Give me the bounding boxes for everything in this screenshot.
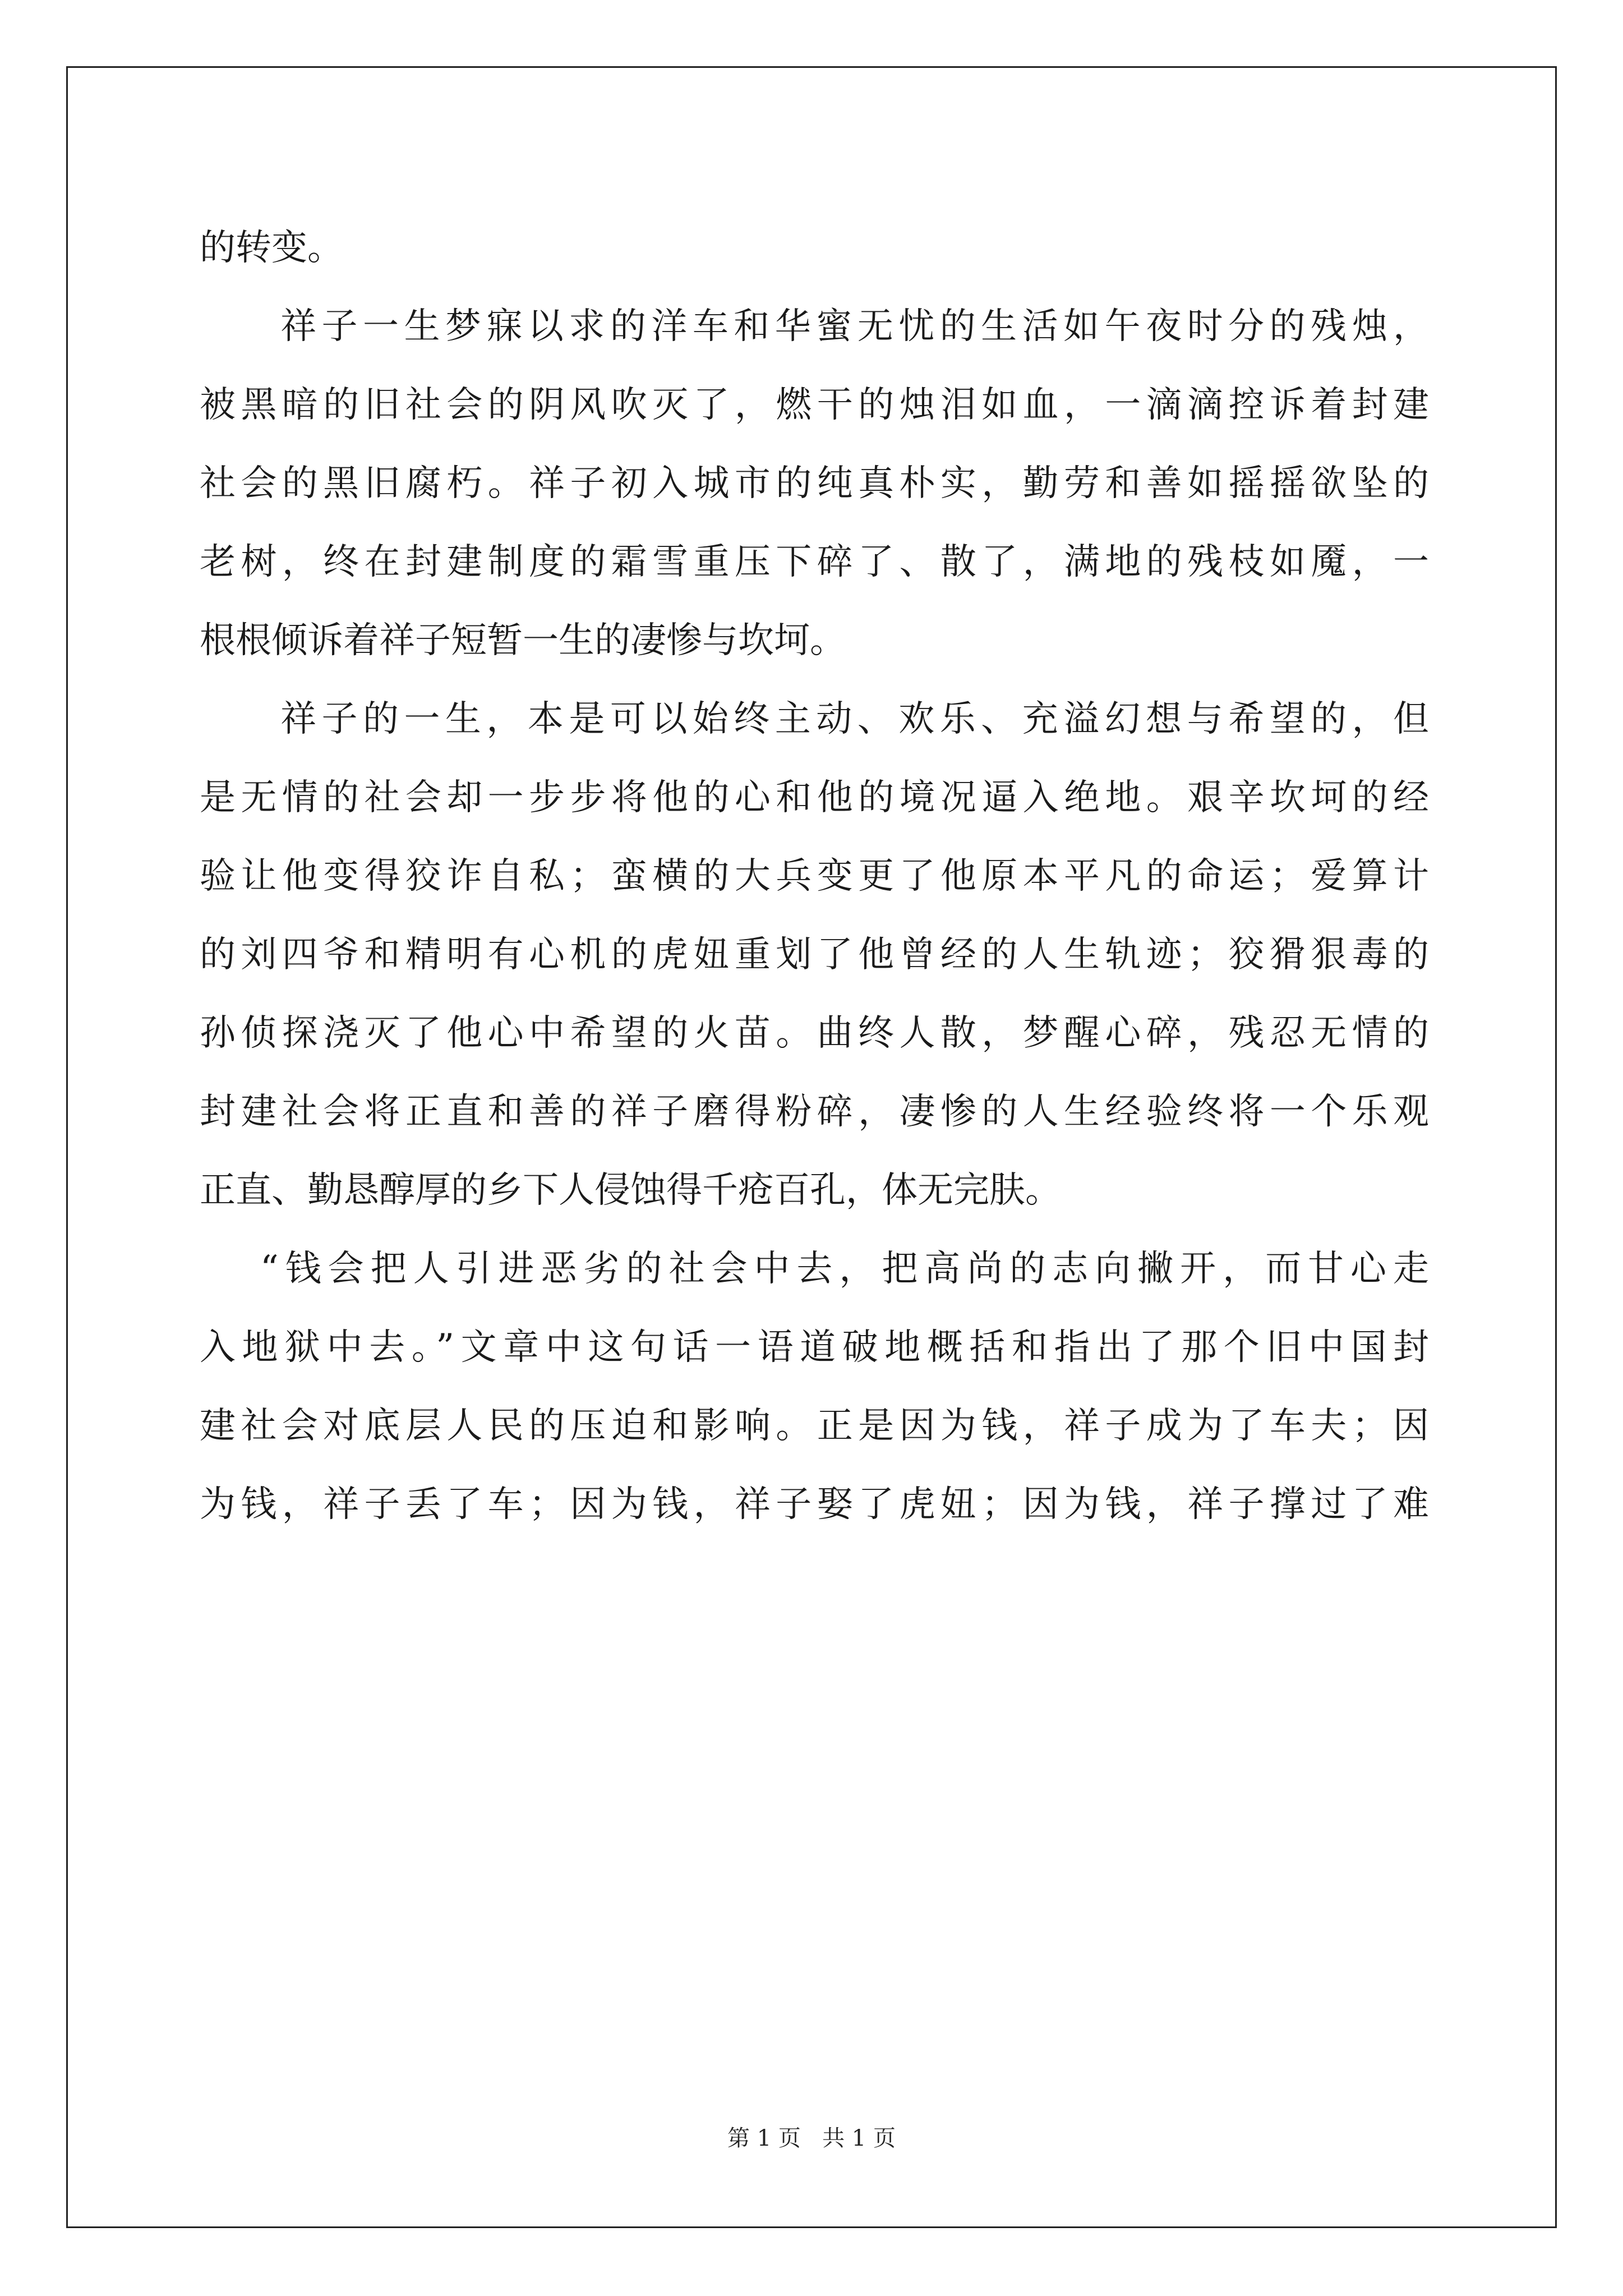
- paragraph-line: 为钱，祥子丢了车；因为钱，祥子娶了虎妞；因为钱，祥子撑过了难: [200, 1484, 1429, 1525]
- paragraph-line: 是无情的社会却一步步将他的心和他的境况逼入绝地。艰辛坎坷的经: [200, 777, 1429, 818]
- paragraph-line: 的转变。: [200, 227, 343, 269]
- paragraph-line: 建社会对底层人民的压迫和影响。正是因为钱，祥子成为了车夫；因: [200, 1405, 1429, 1447]
- paragraph-line: 入地狱中去。”文章中这句话一语道破地概括和指出了那个旧中国封: [200, 1327, 1429, 1368]
- paragraph-line: 孙侦探浇灭了他心中希望的火苗。曲终人散，梦醒心碎，残忍无情的: [200, 1013, 1429, 1054]
- paragraph-line: “钱会把人引进恶劣的社会中去，把高尚的志向撇开，而甘心走: [260, 1248, 1429, 1290]
- paragraph-line: 老树，终在封建制度的霜雪重压下碎了、散了，满地的残枝如魇，一: [200, 541, 1429, 583]
- paragraph-line: 正直、勤恳醇厚的乡下人侵蚀得千疮百孔，体无完肤。: [200, 1170, 1061, 1211]
- paragraph-line: 被黑暗的旧社会的阴风吹灭了，燃干的烛泪如血，一滴滴控诉着封建: [200, 384, 1429, 426]
- paragraph-line: 的刘四爷和精明有心机的虎妞重划了他曾经的人生轨迹；狡猾狠毒的: [200, 934, 1429, 976]
- page-number: 第 1 页: [727, 2125, 801, 2151]
- page-total: 共 1 页: [822, 2125, 896, 2151]
- paragraph-line: 祥子的一生，本是可以始终主动、欢乐、充溢幻想与希望的，但: [280, 698, 1429, 740]
- paragraph-line: 封建社会将正直和善的祥子磨得粉碎，凄惨的人生经验终将一个乐观: [200, 1091, 1429, 1133]
- paragraph-line: 验让他变得狡诈自私；蛮横的大兵变更了他原本平凡的命运；爱算计: [200, 855, 1429, 897]
- paragraph-line: 社会的黑旧腐朽。祥子初入城市的纯真朴实，勤劳和善如摇摇欲坠的: [200, 463, 1429, 504]
- document-body: [200, 209, 1429, 1544]
- page-footer: [0, 2120, 1623, 2152]
- paragraph-line: 祥子一生梦寐以求的洋车和华蜜无忧的生活如午夜时分的残烛，: [280, 306, 1429, 347]
- paragraph-line: 根根倾诉着祥子短暂一生的凄惨与坎坷。: [200, 620, 846, 661]
